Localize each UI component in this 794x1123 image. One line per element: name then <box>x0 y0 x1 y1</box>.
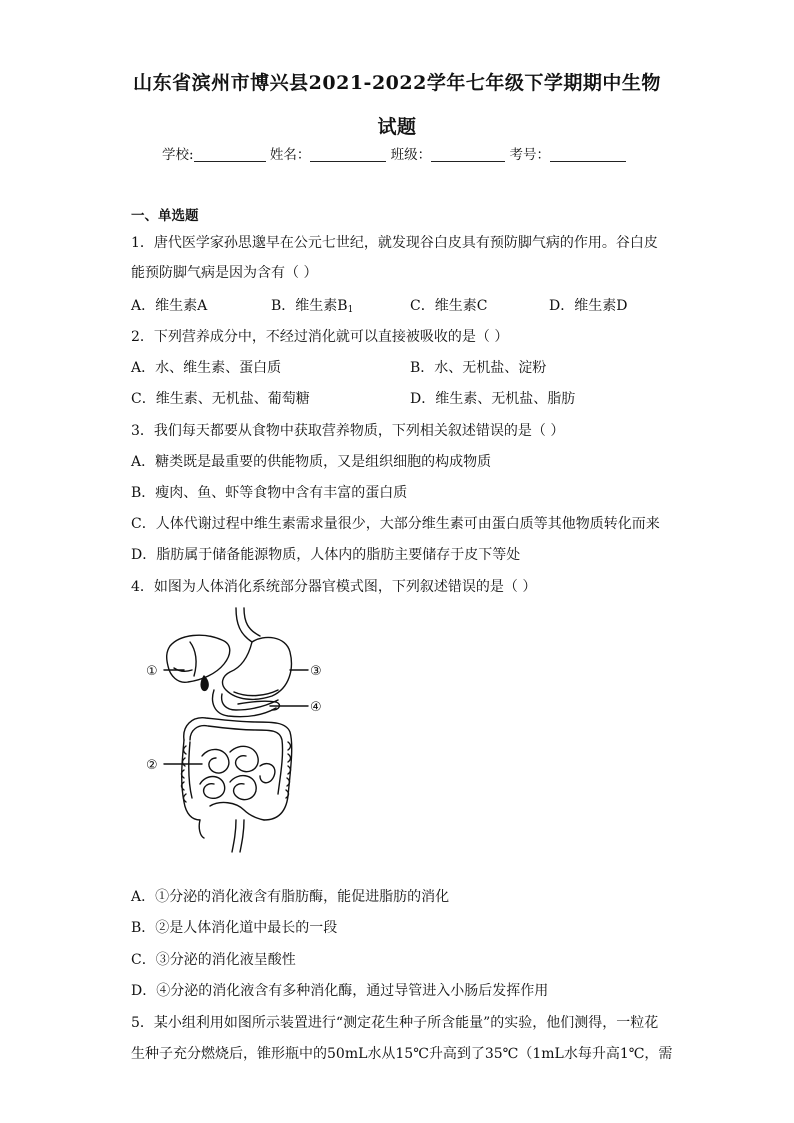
label-1: ① <box>146 664 158 679</box>
q1-stem-line2: 能预防脚气病是因为含有（ ） <box>131 265 318 281</box>
q1-option-d[interactable]: D．维生素D <box>549 298 628 314</box>
liver-shape <box>167 635 230 682</box>
label-4: ④ <box>310 700 322 715</box>
label-2: ② <box>146 758 158 773</box>
class-blank[interactable] <box>431 147 505 162</box>
class-label: 班级： <box>390 147 432 163</box>
school-blank[interactable] <box>194 147 266 162</box>
q3-option-c[interactable]: C．人体代谢过程中维生素需求量很少，大部分维生素可由蛋白质等其他物质转化而来 <box>131 516 660 532</box>
q2-option-a[interactable]: A．水、维生素、蛋白质 <box>131 360 282 376</box>
q1-stem-line1: 1．唐代医学家孙思邈早在公元七世纪，就发现谷白皮具有预防脚气病的作用。谷白皮 <box>131 235 658 251</box>
label-3: ③ <box>310 664 322 679</box>
q4-option-a[interactable]: A．①分泌的消化液含有脂肪酶，能促进脂肪的消化 <box>131 889 450 905</box>
q3-stem: 3．我们每天都要从食物中获取营养物质，下列相关叙述错误的是（ ） <box>131 423 565 439</box>
q5-stem-line2: 生种子充分燃烧后，锥形瓶中的50mL水从15℃升高到了35℃（1mL水每升高1℃，需 <box>131 1046 673 1062</box>
q2-stem: 2．下列营养成分中，不经过消化就可以直接被吸收的是（ ） <box>131 329 509 345</box>
q3-option-a[interactable]: A．糖类既是最重要的供能物质，又是组织细胞的构成物质 <box>131 454 492 470</box>
q4-option-b[interactable]: B．②是人体消化道中最长的一段 <box>131 920 338 936</box>
q1-option-c[interactable]: C．维生素C <box>410 298 488 314</box>
exam-title-line2: 试题 <box>377 116 417 138</box>
name-label: 姓名： <box>269 147 311 163</box>
q2-option-b[interactable]: B．水、无机盐、淀粉 <box>410 360 547 376</box>
q3-option-b[interactable]: B．瘦肉、鱼、虾等食物中含有丰富的蛋白质 <box>131 485 408 501</box>
number-blank[interactable] <box>550 147 626 162</box>
q4-option-d[interactable]: D．④分泌的消化液含有多种消化酶，通过导管进入小肠后发挥作用 <box>131 983 549 999</box>
q5-stem-line1: 5．某小组利用如图所示装置进行“测定花生种子所含能量”的实验，他们测得，一粒花 <box>131 1015 659 1031</box>
q1-option-b[interactable] <box>271 296 353 320</box>
school-label: 学校: <box>162 147 194 163</box>
stomach-shape <box>223 637 292 699</box>
q2-option-d[interactable]: D．维生素、无机盐、脂肪 <box>410 391 576 407</box>
student-info-row <box>162 143 626 163</box>
exam-title-line1: 山东省滨州市博兴县2021-2022学年七年级下学期期中生物 <box>133 72 661 94</box>
digestive-system-diagram <box>140 606 340 856</box>
q4-stem: 4．如图为人体消化系统部分器官模式图，下列叙述错误的是（ ） <box>131 579 537 595</box>
number-label: 考号： <box>509 147 550 163</box>
section-heading: 一、单选题 <box>131 208 199 224</box>
q1-option-b-text: B．维生素B <box>271 298 348 314</box>
name-blank[interactable] <box>310 147 386 162</box>
q1-option-b-subscript: 1 <box>347 305 354 315</box>
q3-option-d[interactable]: D．脂肪属于储备能源物质，人体内的脂肪主要储存于皮下等处 <box>131 547 521 563</box>
q2-option-c[interactable]: C．维生素、无机盐、葡萄糖 <box>131 391 310 407</box>
q4-option-c[interactable]: C．③分泌的消化液呈酸性 <box>131 952 296 968</box>
q1-option-a[interactable]: A．维生素A <box>131 298 208 314</box>
